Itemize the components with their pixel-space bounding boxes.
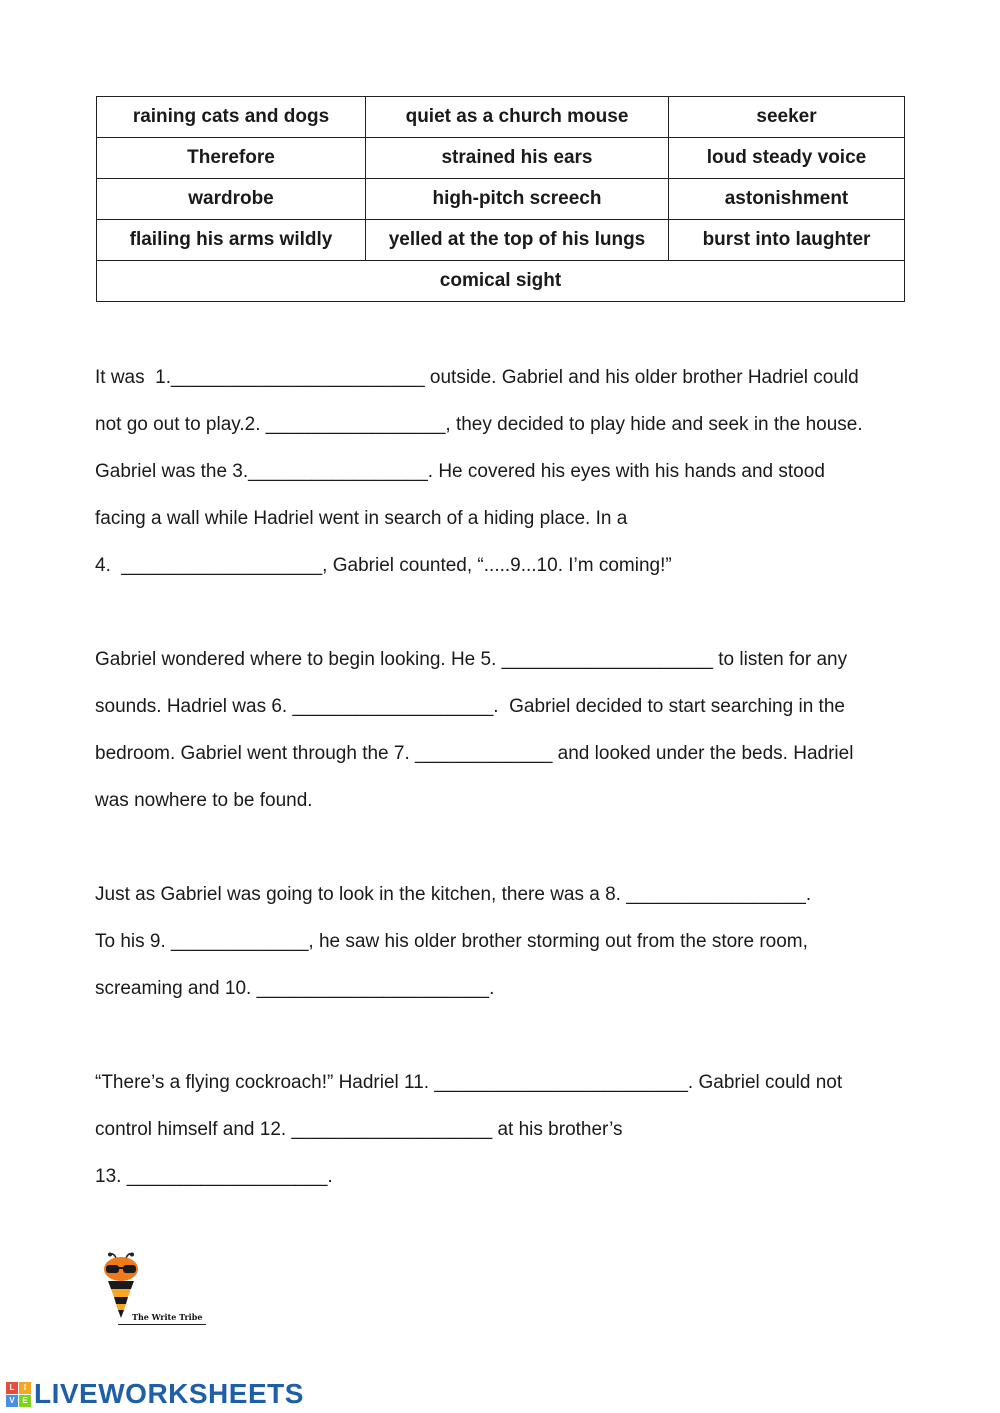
brand-block: E bbox=[19, 1395, 31, 1407]
word-bank-cell: strained his ears bbox=[366, 138, 669, 179]
word-bank-cell: astonishment bbox=[669, 179, 905, 220]
word-bank-cell: flailing his arms wildly bbox=[97, 220, 366, 261]
word-bank-cell: burst into laughter bbox=[669, 220, 905, 261]
word-bank-cell: Therefore bbox=[97, 138, 366, 179]
logo-caption: The Write Tribe bbox=[132, 1312, 203, 1322]
word-bank-cell: wardrobe bbox=[97, 179, 366, 220]
brand-logo-icon bbox=[6, 1382, 31, 1407]
word-bank-row bbox=[97, 97, 905, 138]
passage-line: “There’s a flying cockroach!” Hadriel 11. ________________________. Gabriel could not bbox=[95, 1072, 843, 1093]
passage-line: control himself and 12. ___________________ at his brother’s bbox=[95, 1119, 623, 1140]
word-bank-cell: loud steady voice bbox=[669, 138, 905, 179]
passage-line: To his 9. _____________, he saw his older brother storming out from the store room, bbox=[95, 931, 808, 952]
logo-divider bbox=[118, 1324, 206, 1325]
passage-line: 13. ___________________. bbox=[95, 1166, 333, 1187]
passage-line: Just as Gabriel was going to look in the kitchen, there was a 8. _________________. bbox=[95, 884, 812, 905]
passage-line: Gabriel wondered where to begin looking. He 5. ____________________ to listen for any bbox=[95, 649, 848, 670]
word-bank-cell: quiet as a church mouse bbox=[366, 97, 669, 138]
word-bank-cell: yelled at the top of his lungs bbox=[366, 220, 669, 261]
word-bank-cell: seeker bbox=[669, 97, 905, 138]
word-bank-cell: high-pitch screech bbox=[366, 179, 669, 220]
word-bank-cell: raining cats and dogs bbox=[97, 97, 366, 138]
word-bank-row bbox=[97, 138, 905, 179]
brand-name: LIVEWORKSHEETS bbox=[34, 1378, 304, 1409]
passage-line: screaming and 10. ______________________. bbox=[95, 978, 495, 999]
passage-line: not go out to play.2. _________________, they decided to play hide and seek in the house. bbox=[95, 414, 863, 435]
passage-line: was nowhere to be found. bbox=[95, 790, 313, 811]
passage-line: bedroom. Gabriel went through the 7. _____________ and looked under the beds. Hadriel bbox=[95, 743, 854, 764]
word-bank-row bbox=[97, 261, 905, 302]
passage-line: facing a wall while Hadriel went in search of a hiding place. In a bbox=[95, 508, 628, 529]
passage-line: Gabriel was the 3._________________. He covered his eyes with his hands and stood bbox=[95, 461, 825, 482]
brand-block: L bbox=[6, 1382, 18, 1394]
passage-line: 4. ___________________, Gabriel counted, “.....9...10. I’m coming!” bbox=[95, 555, 672, 576]
passage-line: It was 1.________________________ outside. Gabriel and his older brother Hadriel could bbox=[95, 367, 859, 388]
word-bank-cell: comical sight bbox=[97, 261, 905, 302]
brand-block: V bbox=[6, 1395, 18, 1407]
passage-line: sounds. Hadriel was 6. ___________________. Gabriel decided to start searching in the bbox=[95, 696, 845, 717]
liveworksheets-brand[interactable] bbox=[6, 1378, 304, 1410]
word-bank-row bbox=[97, 179, 905, 220]
word-bank-table bbox=[96, 96, 905, 302]
brand-block: I bbox=[19, 1382, 31, 1394]
word-bank-row bbox=[97, 220, 905, 261]
